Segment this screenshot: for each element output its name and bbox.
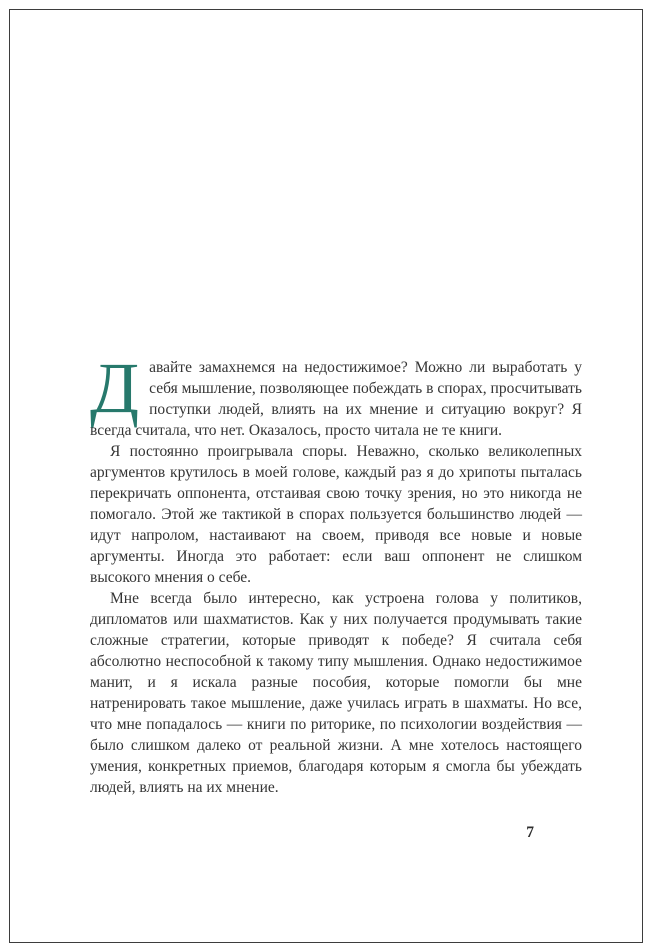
paragraph-text: авайте замахнемся на недостижимое? Можно ли выработать у себя мышление, позволяющее побеждать в спорах, просчитывать поступки людей, влиять на их мнение и ситуацию вокруг? Я всегда считала, что нет. Оказалось, просто читала не те книги. [90, 359, 582, 439]
page-text-block [90, 348, 582, 843]
paragraph-first [90, 348, 582, 441]
paragraph-text: Я постоянно проигрывала споры. Неважно, сколько великолепных аргументов крутилось в моей голове, каждый раз я до хрипоты пыталась перекричать оппонента, отстаивая свою точку зрения, но это никогда не помогало. Этой же тактикой в спорах пользуется большинство людей — идут напролом, настаивают на своем, приводя все новые и новые аргументы. Иногда это работает: если ваш оппонент не слишком высокого мнения о себе. [90, 443, 582, 586]
paragraph [90, 588, 582, 798]
book-page-frame [9, 9, 643, 943]
paragraph-text: Мне всегда было интересно, как устроена голова у политиков, дипломатов или шахматистов. Как у них получается продумывать такие сложные стратегии, которые приводят к победе? Я считала себя абсолютно неспособной к такому типу мышления. Однако недостижимое манит, и я искала разные пособия, которые помогли бы мне натренировать такое мышление, даже училась играть в шахматы. Но все, что мне попадалось — книги по риторике, по психологии воздействия — было слишком далеко от реальной жизни. А мне хотелось настоящего умения, конкретных приемов, благодаря которым я смогла бы убеждать людей, влиять на их мнение. [90, 590, 582, 796]
page-number: 7 [526, 824, 534, 841]
paragraph [90, 441, 582, 588]
drop-cap-letter: Д [90, 348, 140, 428]
